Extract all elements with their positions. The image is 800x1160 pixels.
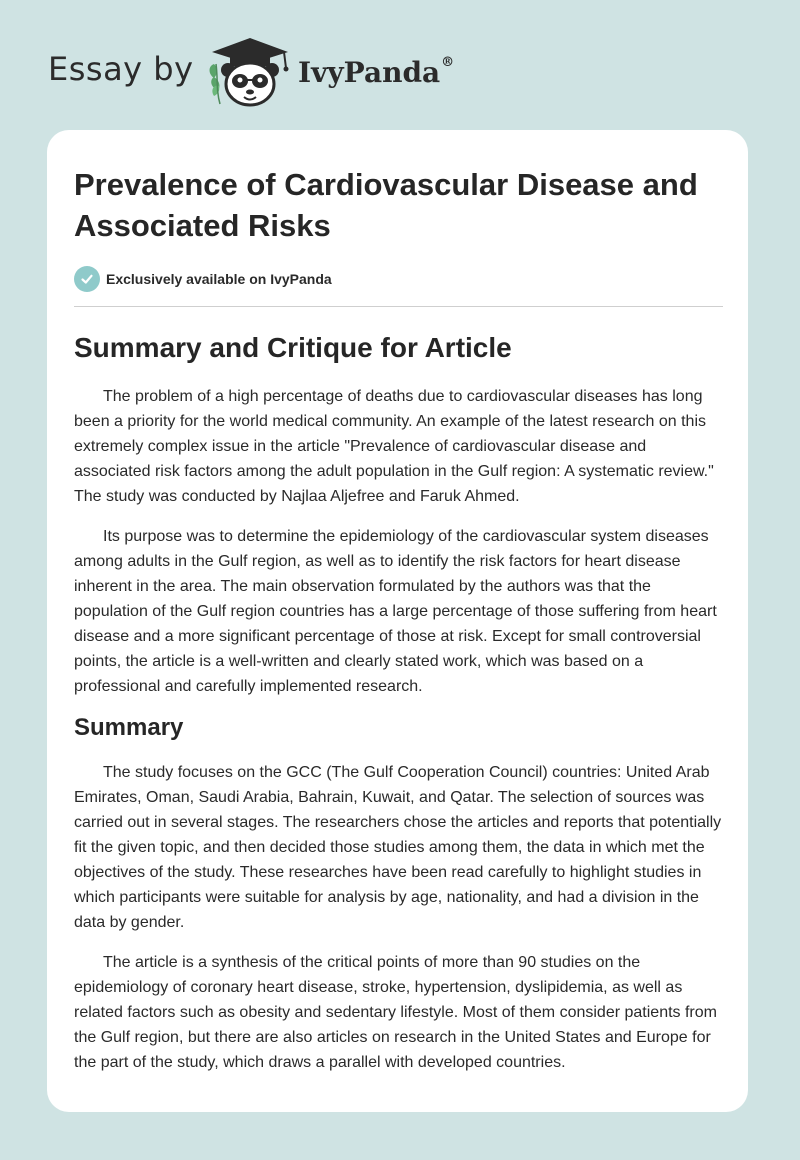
summary-heading: Summary bbox=[74, 714, 184, 741]
section-heading: Summary and Critique for Article bbox=[74, 332, 512, 363]
site-header bbox=[0, 0, 800, 130]
panda-graduate-icon[interactable] bbox=[200, 34, 300, 110]
article-card bbox=[47, 130, 748, 1112]
brand-name-text: IvyPanda bbox=[298, 56, 441, 89]
exclusive-label: Exclusively available on IvyPanda bbox=[106, 271, 332, 287]
paragraph: Its purpose was to determine the epidemiology of the cardiovascular system diseases among adults in the Gulf region, as well as to identify the risk factors for heart disease inherent in the area. The main observation formulated by the authors was that the population of the Gulf region countries has a large percentage of those suffering from heart disease and a more significant percentage of those at risk. Except for small controversial points, the article is a well-written and clearly stated work, which was based on a professional and carefully implemented research. bbox=[74, 528, 717, 695]
paragraph: The article is a synthesis of the critical points of more than 90 studies on the epidemiology of coronary heart disease, stroke, hypertension, dyslipidemia, as well as related factors such as obesity and sedentary lifestyle. Most of them consider patients from the Gulf region, but there are also articles on research in the United States and Europe for the part of the study, which draws a parallel with developed countries. bbox=[74, 954, 717, 1071]
exclusive-badge bbox=[74, 266, 721, 292]
paragraph: The problem of a high percentage of deaths due to cardiovascular diseases has long been a priority for the world medical community. An example of the latest research on this extremely complex issue in the article "Prevalence of cardiovascular disease and associated risk factors among the adult population in the Gulf region: A systematic review." The study was conducted by Najlaa Aljefree and Faruk Ahmed. bbox=[74, 388, 714, 505]
divider bbox=[74, 306, 723, 307]
brand-name[interactable] bbox=[298, 56, 454, 89]
check-circle-icon bbox=[74, 266, 100, 292]
registered-mark: ® bbox=[441, 54, 455, 70]
page-title: Prevalence of Cardiovascular Disease and Associated Risks bbox=[74, 167, 698, 243]
brand-prefix: Essay by bbox=[48, 50, 194, 88]
paragraph: The study focuses on the GCC (The Gulf Cooperation Council) countries: United Arab Emirates, Oman, Saudi Arabia, Bahrain, Kuwait, and Qatar. The selection of sources was carried out in several stages. The researchers chose the articles and reports that potentially fit the given topic, and then decided those studies among them, the data in which met the objectives of the study. These researches have been read carefully to highlight studies in which participants were suitable for analysis by age, nationality, and had a division in the data by gender. bbox=[74, 764, 722, 931]
